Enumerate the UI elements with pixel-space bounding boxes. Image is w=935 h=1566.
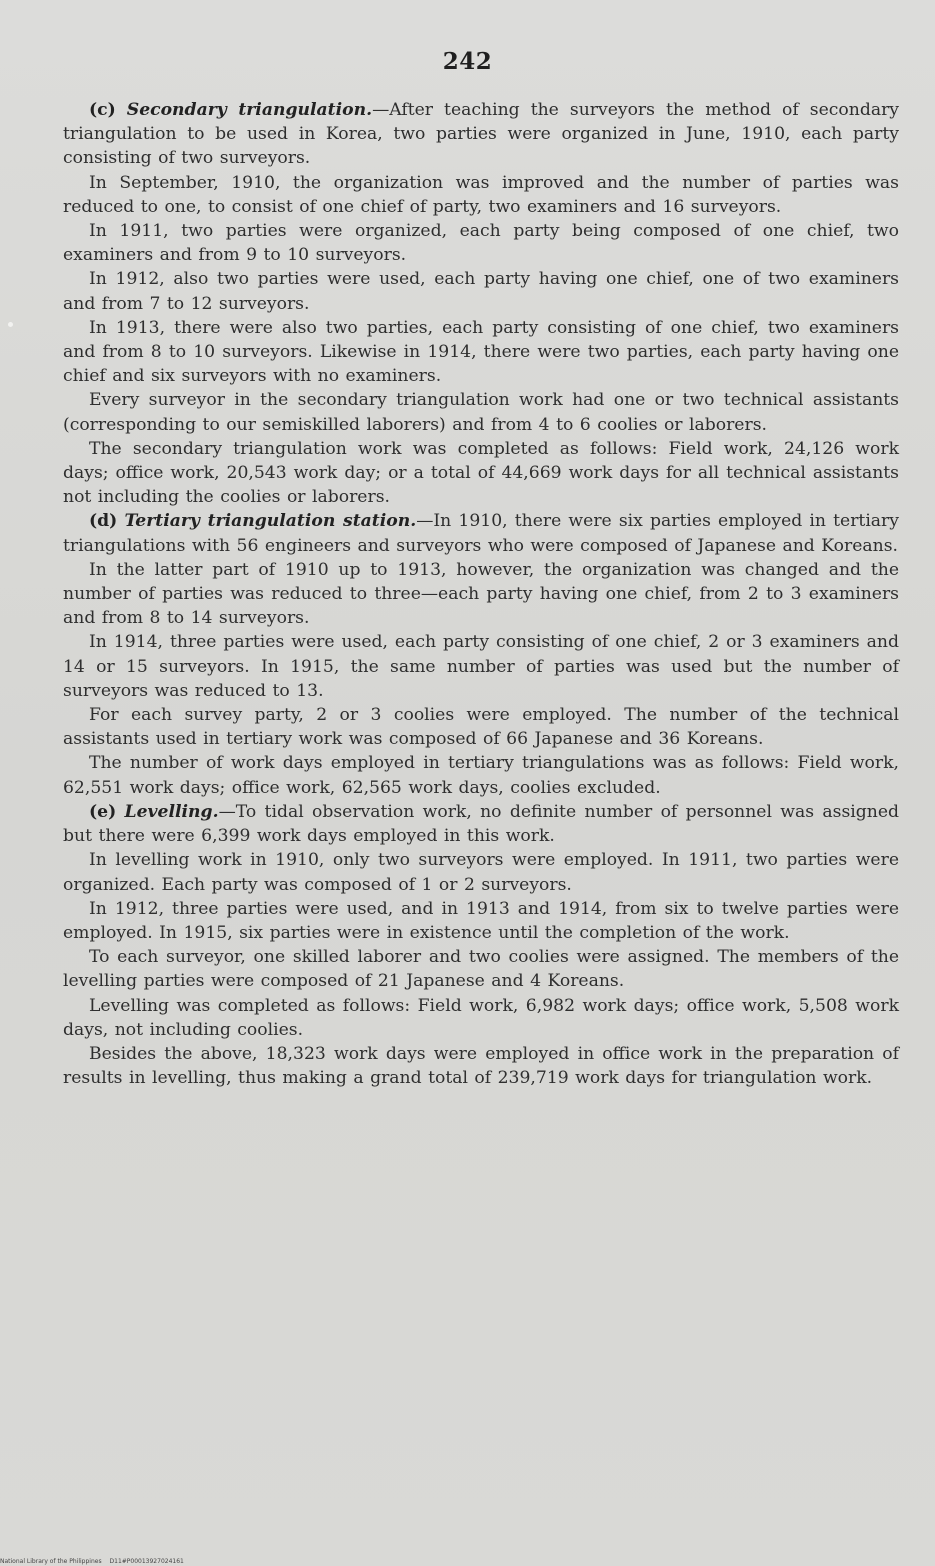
paragraph: In levelling work in 1910, only two surveyors were employed. In 1911, two parties were organized. Each party was composed of 1 or 2 surveyors.	[63, 850, 899, 895]
library-name: National Library of the Philippines	[0, 1558, 102, 1565]
section-heading: Secondary triangulation.	[126, 100, 373, 120]
archive-footer	[0, 1558, 184, 1565]
paragraph: Levelling was completed as follows: Field work, 6,982 work days; office work, 5,508 work days, not including coolies.	[63, 995, 899, 1040]
paragraph-tertiary-triangulation	[63, 509, 899, 557]
paragraph-text: —After teaching the surveyors the method of secondary triangulation to be used in Korea, two parties were organized in June, 1910, each party consisting of two surveyors.	[63, 100, 899, 169]
section-label: (d)	[89, 511, 118, 532]
paragraph: In 1913, there were also two parties, each party consisting of one chief, two examiners and from 8 to 10 surveyors. Likewise in 1914, there were two parties, each party having one chief and six surveyors with no examiners.	[63, 317, 899, 387]
paragraph: In 1912, three parties were used, and in 1913 and 1914, from six to twelve parties were employed. In 1915, six parties were in existence until the completion of the work.	[63, 898, 899, 943]
paragraph: Besides the above, 18,323 work days were employed in office work in the preparation of results in levelling, thus making a grand total of 239,719 work days for triangulation work.	[63, 1043, 899, 1089]
section-label: (c)	[89, 100, 116, 120]
paragraph-text: —In 1910, there were six parties employed in tertiary triangulations with 56 engineers and surveyors who were composed of Japanese and Koreans.	[63, 511, 899, 556]
paragraph-secondary-triangulation	[63, 98, 899, 171]
paragraph: The number of work days employed in tertiary triangulations was as follows: Field work, 62,551 work days; office work, 62,565 work days, coolies excluded.	[63, 753, 899, 798]
paragraph-levelling	[63, 800, 899, 848]
record-id: D11#P00013927024161	[109, 1558, 184, 1565]
paragraph: To each surveyor, one skilled laborer and two coolies were assigned. The members of the levelling parties were composed of 21 Japanese and 4 Koreans.	[63, 947, 899, 992]
paragraph-text: —To tidal observation work, no definite number of personnel was assigned but there were 6,399 work days employed in this work.	[63, 801, 900, 847]
scan-artifact	[8, 322, 13, 327]
section-heading: Tertiary triangulation station.	[124, 511, 417, 532]
paragraph: For each survey party, 2 or 3 coolies were employed. The number of the technical assistants used in tertiary work was composed of 66 Japanese and 36 Koreans.	[63, 705, 899, 750]
paragraph: Every surveyor in the secondary triangulation work had one or two technical assistants (corresponding to our semiskilled laborers) and from 4 to 6 coolies or laborers.	[63, 390, 899, 435]
paragraph: In the latter part of 1910 up to 1913, however, the organization was changed and the number of parties was reduced to three—each party having one chief, from 2 to 3 examiners and from 8 to 14 surveyors.	[63, 559, 899, 629]
paragraph: In September, 1910, the organization was improved and the number of parties was reduced to one, to consist of one chief of party, two examiners and 16 surveyors.	[63, 172, 899, 217]
body-text	[63, 98, 899, 1090]
page-number: 242	[442, 48, 493, 75]
paragraph: In 1912, also two parties were used, each party having one chief, one of two examiners and from 7 to 12 surveyors.	[63, 269, 899, 314]
section-heading: Levelling.	[124, 801, 219, 822]
section-label: (e)	[89, 801, 117, 822]
paragraph: In 1914, three parties were used, each party consisting of one chief, 2 or 3 examiners and 14 or 15 surveyors. In 1915, the same number of parties was used but the number of surveyors was reduced to 13.	[63, 632, 899, 701]
paragraph: The secondary triangulation work was completed as follows: Field work, 24,126 work days; office work, 20,543 work day; or a total of 44,669 work days for all technical assistants not including the coolies or laborers.	[63, 438, 899, 508]
paragraph: In 1911, two parties were organized, each party being composed of one chief, two examiners and from 9 to 10 surveyors.	[63, 221, 899, 266]
